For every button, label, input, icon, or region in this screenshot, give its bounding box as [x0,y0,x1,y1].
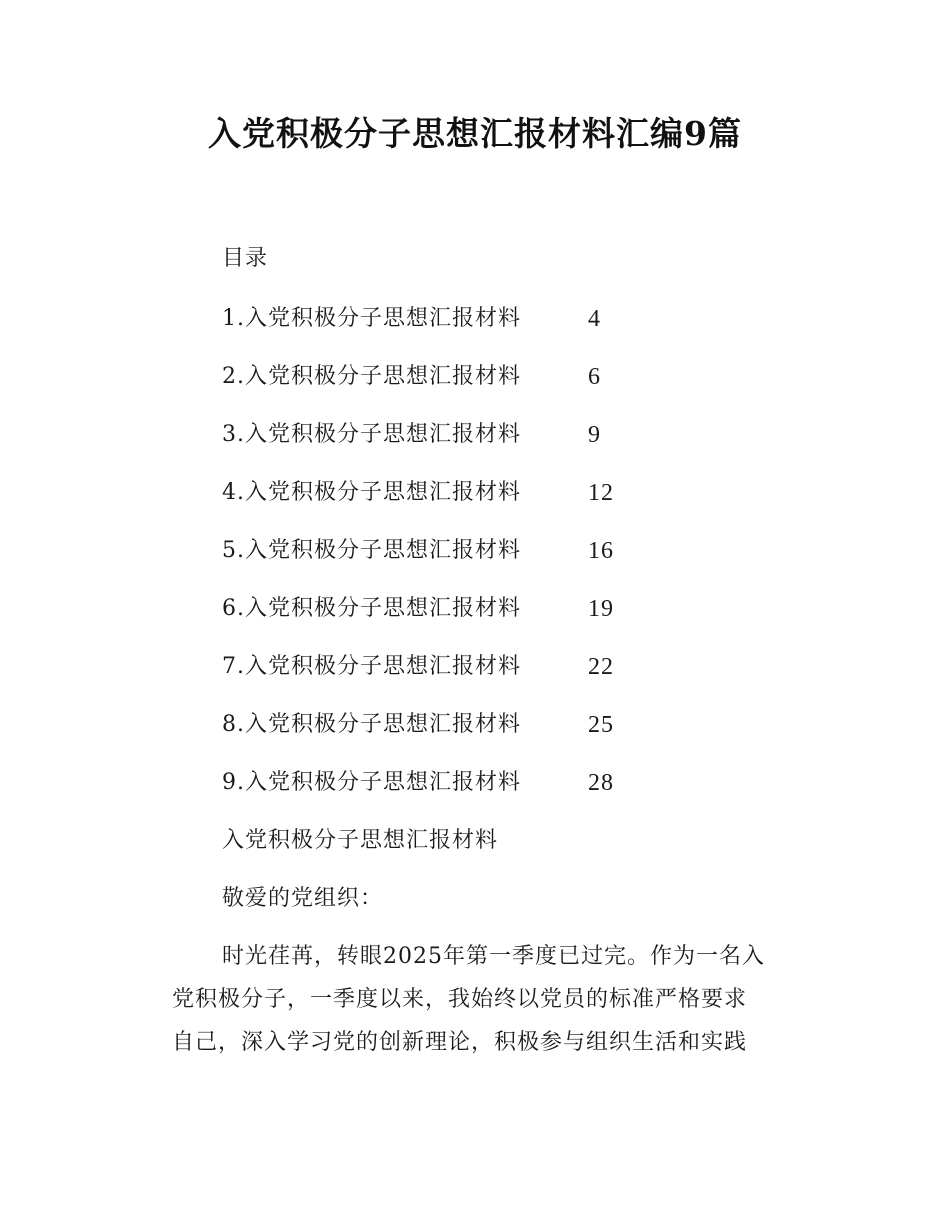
toc-item[interactable] [222,478,614,508]
toc-item[interactable] [222,304,601,334]
toc-item-label: 入党积极分子思想汇报材料 [245,538,522,563]
toc-item-label: 入党积极分子思想汇报材料 [245,596,522,621]
toc-heading: 目录 [222,246,269,271]
body-line: 时光荏苒，转眼2025年第一季度已过完。作为一名入 [222,944,765,969]
toc-item-label: 入党积极分子思想汇报材料 [245,654,522,679]
toc-item-page: 22 [588,654,614,680]
toc-item[interactable] [222,652,614,682]
toc-item[interactable] [222,768,614,798]
toc-item[interactable] [222,594,614,624]
toc-item-page: 28 [588,770,614,796]
toc-item-number: 8. [222,712,245,737]
toc-item-label: 入党积极分子思想汇报材料 [245,712,522,737]
body-line: 党积极分子，一季度以来，我始终以党员的标准严格要求 [172,987,748,1012]
toc-item[interactable] [222,420,601,450]
toc-item-number: 5. [222,538,245,563]
toc-item-page: 4 [588,306,601,332]
toc-item-number: 4. [222,480,245,505]
toc-item-number: 7. [222,654,245,679]
toc-item-number: 2. [222,364,245,389]
toc-item[interactable] [222,710,614,740]
toc-item[interactable] [222,362,601,392]
toc-item-label: 入党积极分子思想汇报材料 [245,364,522,389]
toc-item-number: 3. [222,422,245,447]
toc-item-label: 入党积极分子思想汇报材料 [245,306,522,331]
toc-item-number: 1. [222,306,245,331]
toc-item-page: 16 [588,538,614,564]
body-line: 自己，深入学习党的创新理论，积极参与组织生活和实践 [172,1030,748,1055]
toc-item-label: 入党积极分子思想汇报材料 [245,770,522,795]
document-title: 入党积极分子思想汇报材料汇编9篇 [208,114,742,153]
toc-item-page: 6 [588,364,601,390]
toc-item-page: 19 [588,596,614,622]
toc-item[interactable] [222,536,614,566]
toc-item-number: 6. [222,596,245,621]
toc-item-label: 入党积极分子思想汇报材料 [245,480,522,505]
salutation: 敬爱的党组织： [222,886,384,911]
toc-item-page: 9 [588,422,601,448]
toc-item-label: 入党积极分子思想汇报材料 [245,422,522,447]
section-title: 入党积极分子思想汇报材料 [222,828,499,853]
toc-item-page: 25 [588,712,614,738]
toc-item-page: 12 [588,480,614,506]
toc-item-number: 9. [222,770,245,795]
